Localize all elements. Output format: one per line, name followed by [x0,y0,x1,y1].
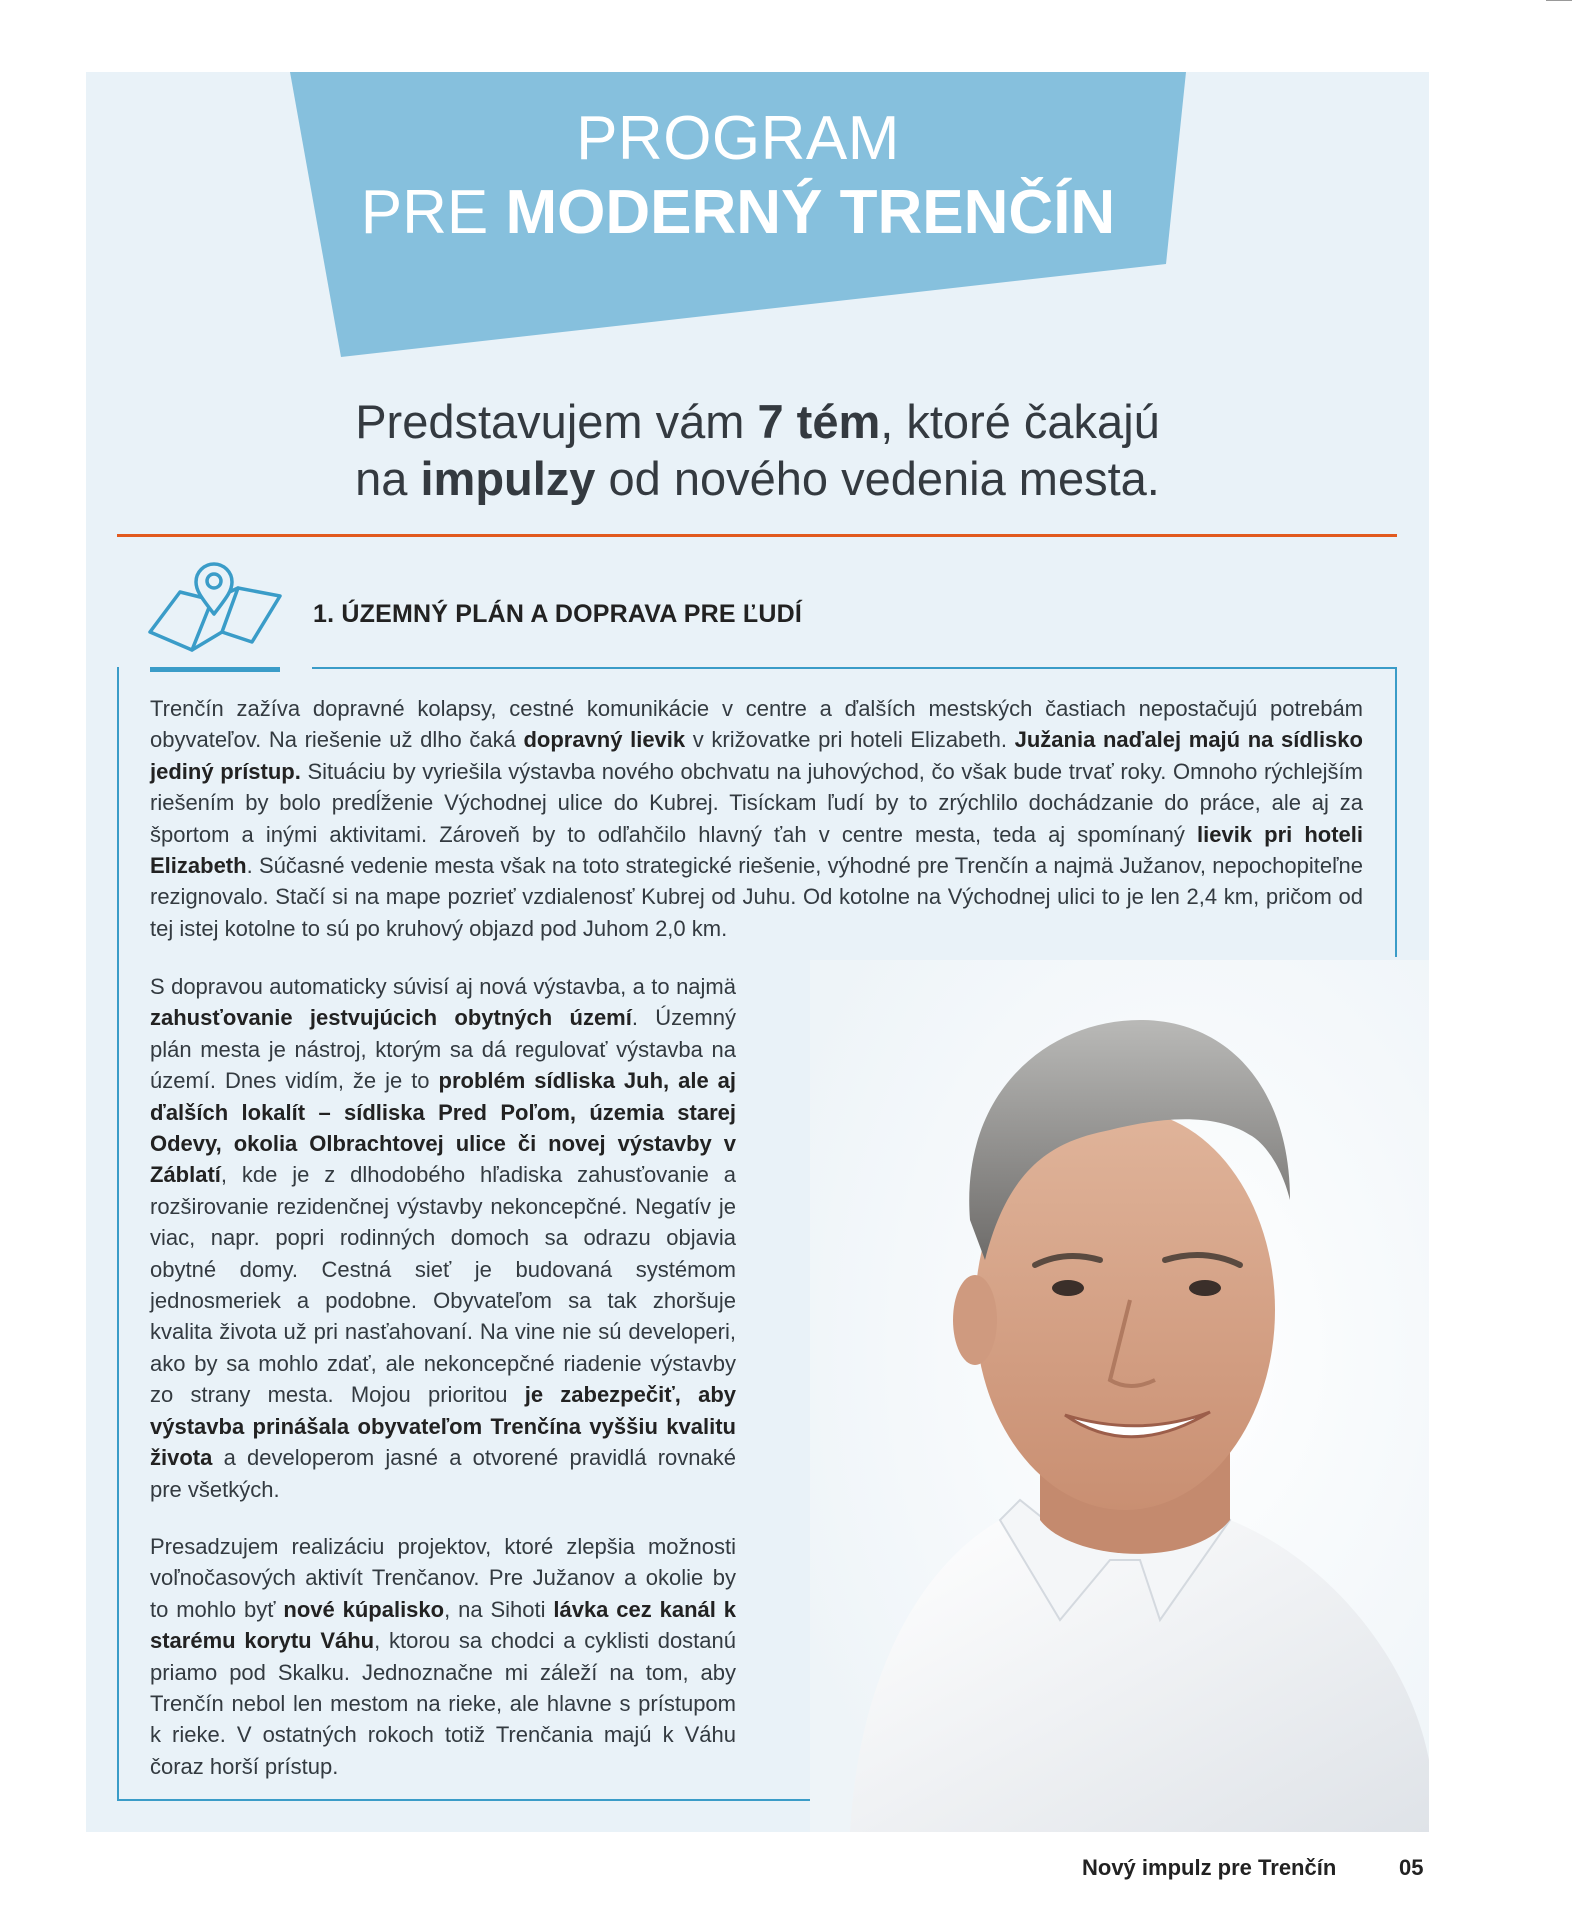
map-pin-icon [148,562,282,652]
banner-title-line2: PRE MODERNÝ TRENČÍN [360,178,1116,247]
intro-heading: Predstavujem vám 7 tém, ktoré čakajú na impulzy od nového vedenia mesta. [355,395,1160,505]
page-number: 05 [1399,1855,1424,1880]
section-box-border [117,667,119,1801]
section-box-border [1395,667,1397,957]
orange-divider [117,534,1397,537]
banner-title-line1: PROGRAM [576,104,900,173]
footer-publication-title: Nový impulz pre Trenčín [1082,1855,1337,1880]
section-title: 1. ÚZEMNÝ PLÁN A DOPRAVA PRE ĽUDÍ [313,600,803,628]
section-box-border [312,667,1397,669]
paragraph-2: S dopravou automaticky súvisí aj nová výstavba, a to najmä zahusťovanie jestvujúcich obytných území. Územný plán mesta je nástroj, ktorým sa dá regulovať výstavba na území. Dnes vidím, že je to problém sídliska Juh, ale aj ďalších lokalít – sídliska Pred Poľom, územia starej Odevy, okolia Olbrachtovej ulice či novej výstavby v Záblatí, kde je z dlhodobého hľadiska zahusťovanie a rozširovanie rezidenčnej výstavby nekoncepčné. Negatív je viac, napr. popri rodinných domoch sa odrazu objavia obytné domy. Cestná sieť je budovaná systémom jednosmeriek a podobne. Obyvateľom sa tak zhoršuje kvalita života už pri nasťahovaní. Na vine nie sú developeri, ako by sa mohlo zdať, ale nekoncepčné riadenie výstavby zo strany mesta. Mojou prioritou je zabezpečiť, aby výstavba prinášala obyvateľom Trenčína vyššiu kvalitu života a developerom jasné a otvorené pravidlá rovnaké pre všetkých. [150,974,737,1502]
paragraph-3: Presadzujem realizáciu projektov, ktoré zlepšia možnosti voľnočasových aktivít Trenčanov. Pre Južanov a okolie by to mohlo byť nové kúpalisko, na Sihoti lávka cez kanál k starému korytu Váhu, ktorou sa chodci a cyklisti dostanú priamo pod Skalku. Jednoznačne mi záleží na tom, aby Trenčín nebol len mestom na rieke, ale hlavne s prístupom k rieke. V ostatných rokoch totiž Trenčania majú k Váhu čoraz horší prístup. [150,1534,737,1779]
paragraph-1: Trenčín zažíva dopravné kolapsy, cestné komunikácie v centre a ďalších mestských častiach nepostačujú potrebám obyvateľov. Na riešenie už dlho čaká dopravný lievik v križovatke pri hoteli Elizabeth. Južania naďalej majú na sídlisko jediný prístup. Situáciu by vyriešila výstavba nového obchvatu na juhovýchod, čo však bude trvať roky. Omnoho rýchlejším riešením by bolo predĺženie Východnej ulice do Kubrej. Tisíckam ľudí by to zrýchlilo dochádzanie do práce, ale aj za športom a inými aktivitami. Zároveň by to odľahčilo hlavný ťah v centre mesta, teda aj spomínaný lievik pri hoteli Elizabeth. Súčasné vedenie mesta však na toto strategické riešenie, výhodné pre Trenčín a najmä Južanov, nepochopiteľne rezignovalo. Stačí si na mape pozrieť vzdialenosť Kubrej od Juhu. Od kotolne na Východnej ulici to je len 2,4 km, pričom od tej istej kotolne to sú po kruhový objazd pod Juhom 2,0 km. [150,696,1364,941]
icon-underline [150,667,280,672]
candidate-portrait-photo [810,960,1429,1832]
crop-mark [1546,0,1572,1]
section-box-border [117,1799,810,1801]
